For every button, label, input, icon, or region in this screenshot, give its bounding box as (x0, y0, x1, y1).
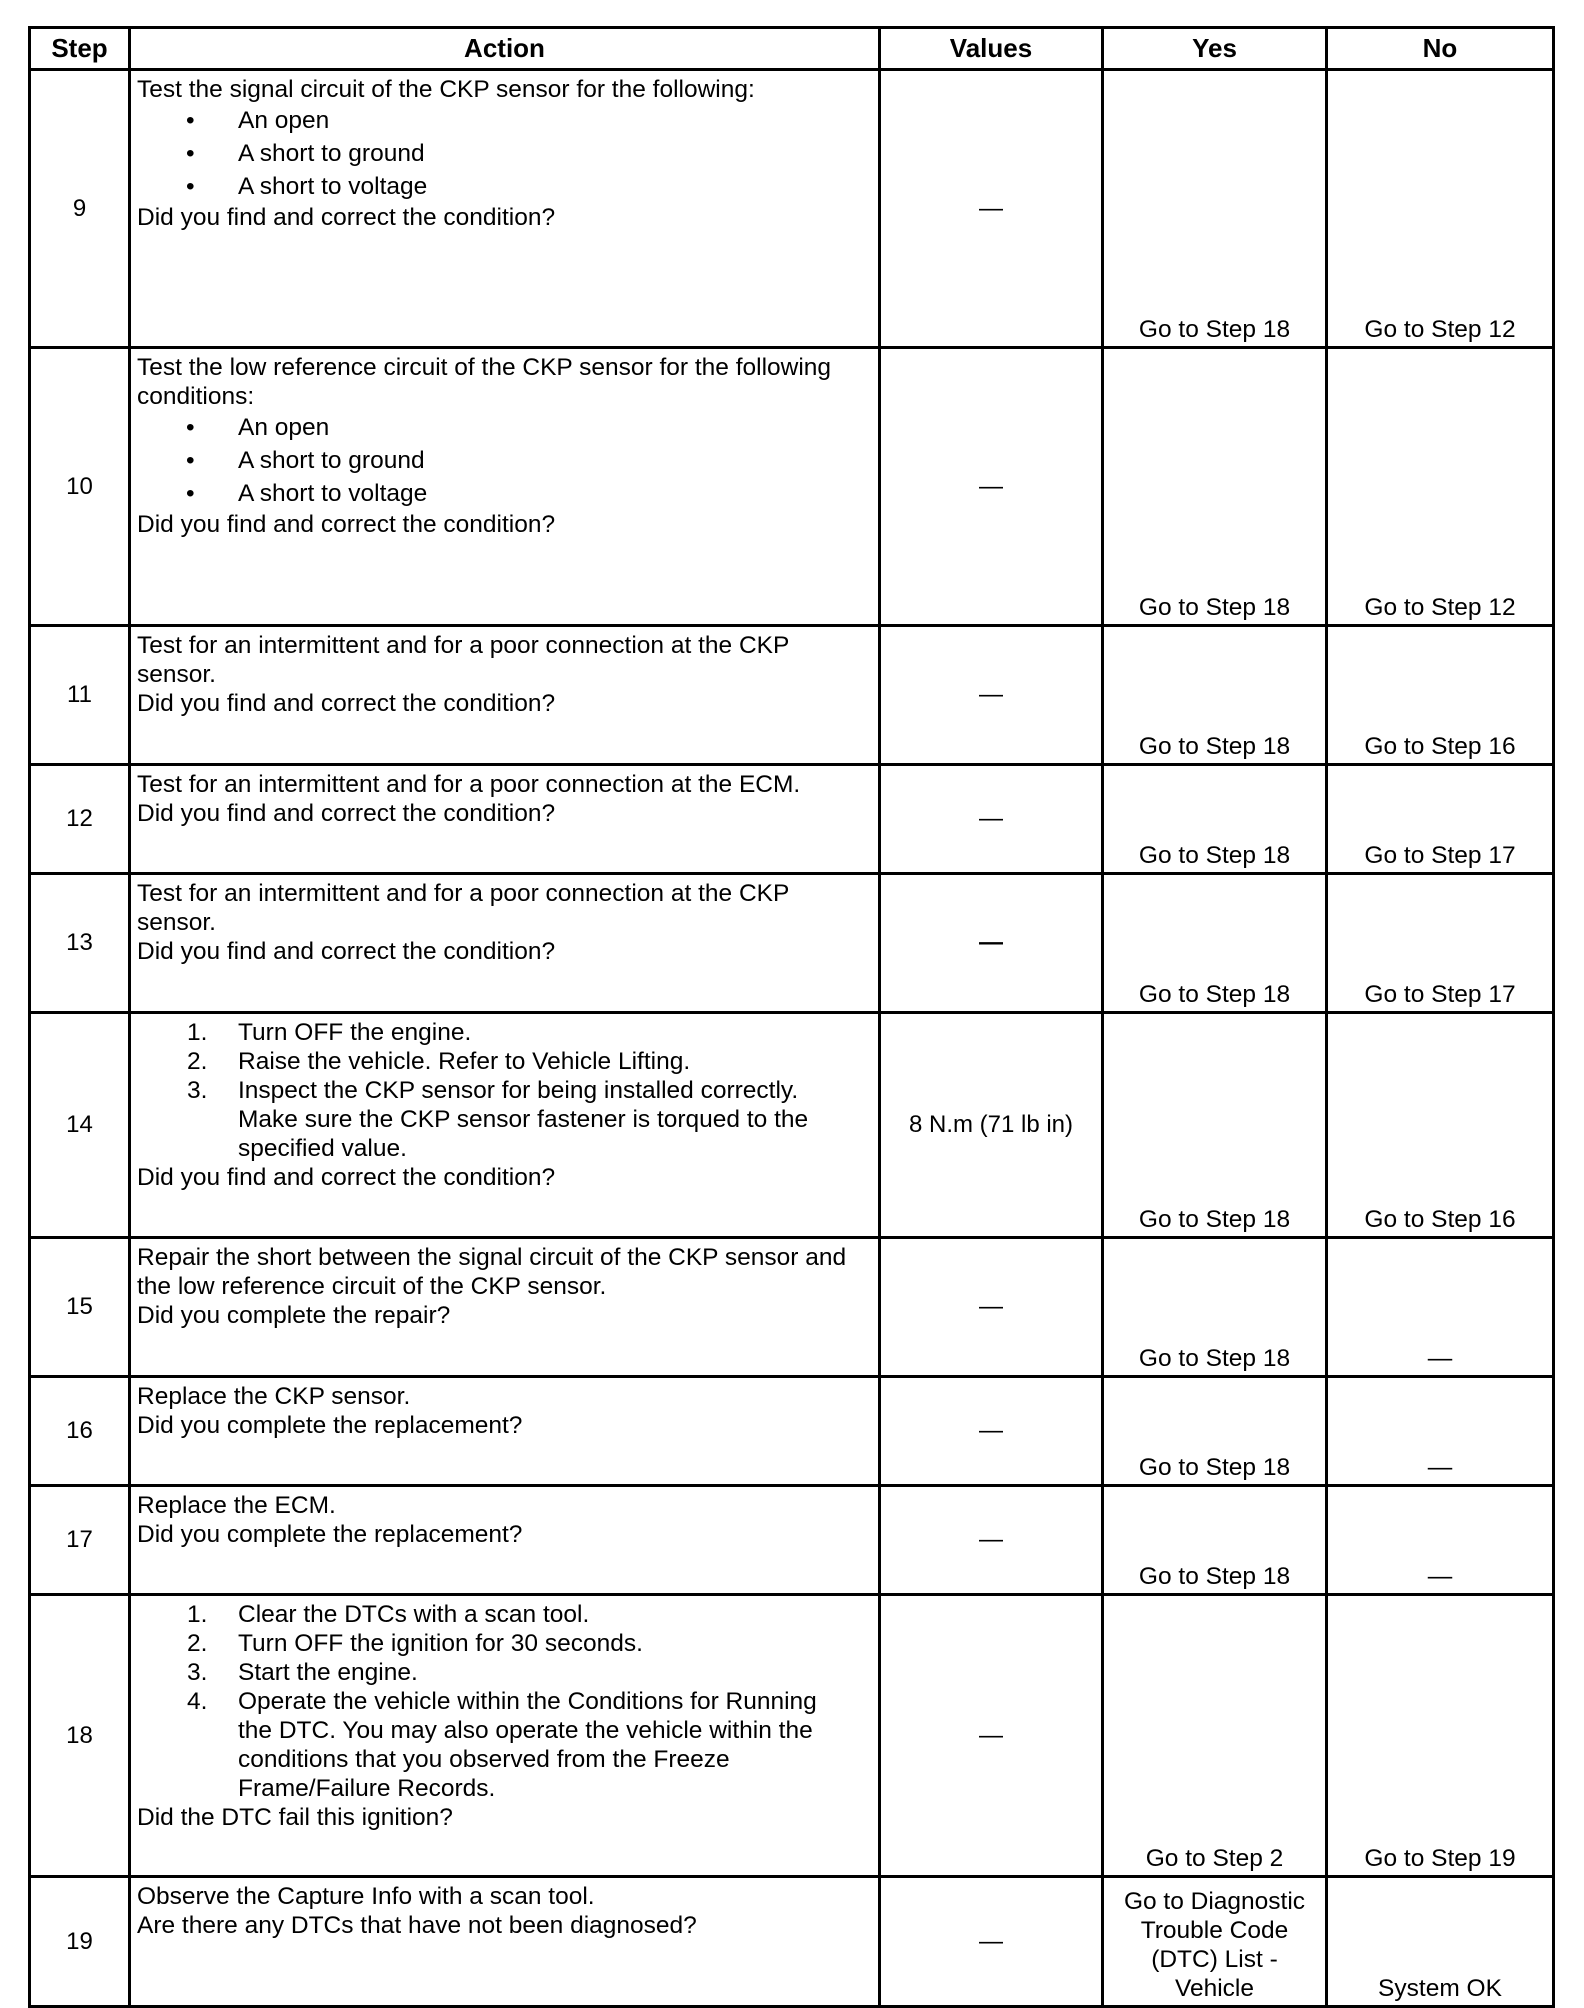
procedure-list (137, 1018, 872, 1163)
yes-cell: Go to Step 18 (1103, 626, 1327, 765)
action-question: Did you find and correct the condition? (137, 511, 556, 538)
header-no: No (1327, 28, 1554, 70)
value-cell: — (880, 1238, 1103, 1377)
table-row (30, 874, 1554, 1013)
list-item: 1. Turn OFF the engine. (187, 1019, 472, 1046)
list-item: 3. Inspect the CKP sensor for being installed correctly. Make sure the CKP sensor fastener is torqued to the specified value. (187, 1077, 809, 1162)
action-question: Did you find and correct the condition? (137, 204, 556, 231)
action-question: Did the DTC fail this ignition? (137, 1804, 453, 1831)
value-cell: — (880, 1595, 1103, 1877)
action-cell (130, 1013, 880, 1238)
table-row (30, 1877, 1554, 2007)
yes-cell: Go to Step 18 (1103, 348, 1327, 626)
no-cell: System OK (1327, 1877, 1554, 2007)
table-row (30, 1595, 1554, 1877)
action-cell (130, 70, 880, 348)
header-step: Step (30, 28, 130, 70)
value-cell: — (880, 1877, 1103, 2007)
action-cell (130, 1377, 880, 1486)
step-number: 19 (30, 1877, 130, 2007)
no-cell: Go to Step 19 (1327, 1595, 1554, 1877)
action-intro: Test the signal circuit of the CKP sensor for the following: (137, 76, 755, 103)
value-cell: — (880, 626, 1103, 765)
value-cell: — (880, 765, 1103, 874)
list-item: 1. Clear the DTCs with a scan tool. (187, 1601, 590, 1628)
action-cell (130, 874, 880, 1013)
action-intro: Observe the Capture Info with a scan tool. (137, 1883, 595, 1910)
step-number: 11 (30, 626, 130, 765)
action-intro: Test the low reference circuit of the CKP sensor for the following conditions: (137, 354, 832, 410)
step-number: 16 (30, 1377, 130, 1486)
yes-cell: Go to Step 18 (1103, 1486, 1327, 1595)
action-question: Did you find and correct the condition? (137, 1164, 556, 1191)
action-question: Did you find and correct the condition? (137, 938, 556, 965)
step-number: 12 (30, 765, 130, 874)
list-item: 2. Turn OFF the ignition for 30 seconds. (187, 1630, 643, 1657)
action-intro: Replace the CKP sensor. (137, 1383, 411, 1410)
no-cell: Go to Step 12 (1327, 348, 1554, 626)
yes-cell: Go to Diagnostic Trouble Code (DTC) List - Vehicle (1103, 1877, 1327, 2007)
action-question: Did you find and correct the condition? (137, 800, 556, 827)
header-row (30, 28, 1554, 70)
yes-cell: Go to Step 18 (1103, 874, 1327, 1013)
no-cell: Go to Step 16 (1327, 626, 1554, 765)
table-row (30, 1238, 1554, 1377)
yes-cell: Go to Step 2 (1103, 1595, 1327, 1877)
no-cell: — (1327, 1377, 1554, 1486)
list-item: 4. Operate the vehicle within the Conditions for Running the DTC. You may also operate the vehicle within the conditions that you observed from the Freeze Frame/Failure Records. (187, 1688, 817, 1802)
step-number: 9 (30, 70, 130, 348)
action-intro: Test for an intermittent and for a poor connection at the ECM. (137, 771, 801, 798)
step-number: 10 (30, 348, 130, 626)
action-cell (130, 626, 880, 765)
action-question: Did you complete the replacement? (137, 1521, 523, 1548)
step-number: 18 (30, 1595, 130, 1877)
no-cell: — (1327, 1238, 1554, 1377)
list-item: • An open (137, 104, 872, 137)
action-intro: Replace the ECM. (137, 1492, 336, 1519)
action-cell (130, 765, 880, 874)
list-item: • A short to ground (137, 444, 872, 477)
value-cell: — (880, 1377, 1103, 1486)
list-item: • A short to voltage (137, 170, 872, 203)
action-intro: Repair the short between the signal circuit of the CKP sensor and the low reference circuit of the CKP sensor. (137, 1244, 847, 1300)
condition-list (137, 104, 872, 203)
table-row (30, 348, 1554, 626)
no-cell: Go to Step 17 (1327, 765, 1554, 874)
table-row (30, 1486, 1554, 1595)
procedure-list (137, 1600, 872, 1803)
table-row (30, 626, 1554, 765)
action-intro: Test for an intermittent and for a poor connection at the CKP sensor. (137, 880, 789, 936)
action-question: Are there any DTCs that have not been diagnosed? (137, 1912, 697, 1939)
action-question: Did you complete the replacement? (137, 1412, 523, 1439)
action-cell (130, 348, 880, 626)
no-cell: — (1327, 1486, 1554, 1595)
yes-cell: Go to Step 18 (1103, 765, 1327, 874)
yes-cell: Go to Step 18 (1103, 70, 1327, 348)
table-row (30, 765, 1554, 874)
header-action: Action (130, 28, 880, 70)
yes-cell: Go to Step 18 (1103, 1377, 1327, 1486)
value-cell: — (880, 1486, 1103, 1595)
list-item: • An open (137, 411, 872, 444)
action-cell (130, 1595, 880, 1877)
step-number: 15 (30, 1238, 130, 1377)
action-question: Did you complete the repair? (137, 1302, 451, 1329)
list-item: • A short to voltage (137, 477, 872, 510)
step-number: 14 (30, 1013, 130, 1238)
yes-cell: Go to Step 18 (1103, 1238, 1327, 1377)
table-row (30, 1013, 1554, 1238)
value-cell: — (880, 874, 1103, 1013)
action-cell (130, 1877, 880, 2007)
diagnostic-table (28, 26, 1555, 2008)
no-cell: Go to Step 12 (1327, 70, 1554, 348)
value-cell: — (880, 70, 1103, 348)
no-cell: Go to Step 17 (1327, 874, 1554, 1013)
action-cell (130, 1486, 880, 1595)
action-question: Did you find and correct the condition? (137, 690, 556, 717)
action-intro: Test for an intermittent and for a poor connection at the CKP sensor. (137, 632, 789, 688)
list-item: 2. Raise the vehicle. Refer to Vehicle Lifting. (187, 1048, 691, 1075)
value-cell: 8 N.m (71 lb in) (880, 1013, 1103, 1238)
step-number: 13 (30, 874, 130, 1013)
list-item: 3. Start the engine. (187, 1659, 418, 1686)
value-cell: — (880, 348, 1103, 626)
yes-cell: Go to Step 18 (1103, 1013, 1327, 1238)
no-cell: Go to Step 16 (1327, 1013, 1554, 1238)
header-values: Values (880, 28, 1103, 70)
step-number: 17 (30, 1486, 130, 1595)
header-yes: Yes (1103, 28, 1327, 70)
table-row (30, 1377, 1554, 1486)
table-row (30, 70, 1554, 348)
condition-list (137, 411, 872, 510)
action-cell (130, 1238, 880, 1377)
list-item: • A short to ground (137, 137, 872, 170)
